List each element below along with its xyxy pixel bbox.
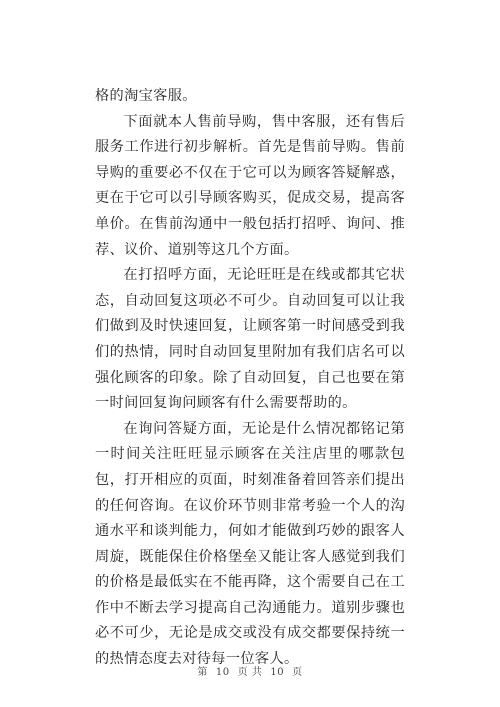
document-body — [95, 84, 405, 673]
paragraph-greeting: 在打招呼方面，无论旺旺是在线或都其它状态，自动回复这项必不可少。自动回复可以让我们做到及时快速回复，让顾客第一时间感受到我们的热情，同时自动回复里附加有我们店名可以强化顾客的印象。除了自动回复，自己也要在第一时间回复询问顾客有什么需要帮助的。 — [95, 267, 405, 412]
footer-suffix: 页 — [292, 667, 303, 678]
page-footer — [0, 663, 500, 678]
footer-page-number: 10 — [215, 667, 230, 678]
paragraph-presales-overview: 下面就本人售前导购，售中客服，还有售后服务工作进行初步解析。首先是售前导购。售前导购的重要必不仅在于它可以为顾客答疑解惑，更在于它可以引导顾客购买，促成交易，提高客单价。在售前沟通中一般包括打招呼、询问、推荐、议价、道别等这几个方面。 — [95, 113, 405, 258]
paragraph-continuation: 格的淘宝客服。 — [95, 88, 197, 104]
footer-total-pages: 10 — [270, 667, 285, 678]
footer-middle: 页 共 — [237, 667, 263, 678]
footer-prefix: 第 — [197, 667, 208, 678]
paragraph-inquiry: 在询问答疑方面，无论是什么情况都铭记第一时间关注旺旺显示顾客在关注店里的哪款包包，打开相应的页面，时刻准备着回答亲们提出的任何咨询。在议价环节则非常考验一个人的沟通水平和谈判能力，何如才能做到巧妙的跟客人周旋，既能保住价格堡垒又能让客人感觉到我们的价格是最低实在不能再降，这个需要自己在工作中不断去学习提高自己沟通能力。道别步骤也必不可少，无论是成交或没有成交都要保持统一的热情态度去对待每一位客人。 — [95, 420, 405, 668]
